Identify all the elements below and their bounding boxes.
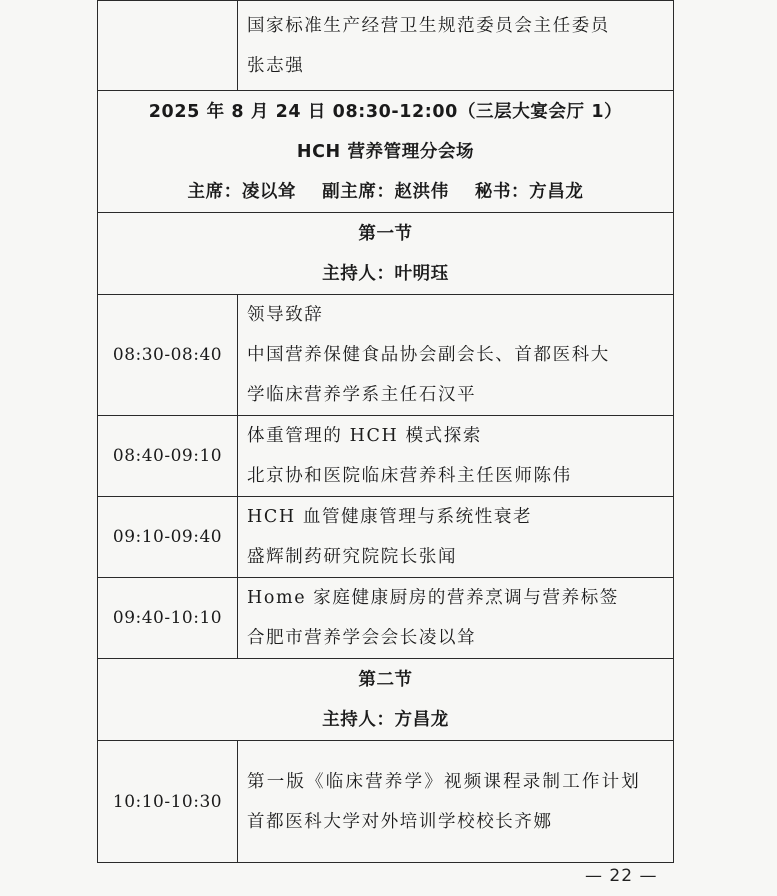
schedule-table bbox=[97, 0, 674, 863]
speaker-title: 国家标准生产经营卫生规范委员会主任委员 bbox=[247, 15, 610, 36]
time-cell: 08:40-09:10 bbox=[98, 416, 238, 497]
talk-title: 领导致辞 bbox=[247, 305, 324, 325]
speaker-line: 合肥市营养学会会长凌以耸 bbox=[247, 628, 477, 648]
section-header bbox=[98, 213, 674, 295]
page-number: — 22 — bbox=[585, 866, 658, 886]
talk-title: 体重管理的 HCH 模式探索 bbox=[247, 426, 482, 446]
section-host: 主持人：方昌龙 bbox=[322, 709, 449, 730]
table-row bbox=[98, 1, 674, 91]
content-cell bbox=[238, 578, 674, 659]
session-header-row bbox=[98, 91, 674, 213]
content-cell bbox=[238, 497, 674, 578]
content-cell bbox=[238, 295, 674, 416]
section-header-row bbox=[98, 213, 674, 295]
section-host: 主持人：叶明珏 bbox=[322, 263, 449, 284]
time-cell: 09:40-10:10 bbox=[98, 578, 238, 659]
speaker-line: 盛辉制药研究院院长张闻 bbox=[247, 547, 458, 567]
section-title: 第一节 bbox=[358, 223, 413, 244]
table-row bbox=[98, 295, 674, 416]
talk-title: 第一版《临床营养学》视频课程录制工作计划 bbox=[247, 771, 641, 792]
talk-title: HCH 血管健康管理与系统性衰老 bbox=[247, 507, 533, 527]
session-vice-chair: 副主席：赵洪伟 bbox=[322, 181, 449, 202]
speaker-line: 学临床营养学系主任石汉平 bbox=[247, 385, 477, 405]
time-cell: 08:30-08:40 bbox=[98, 295, 238, 416]
section-header-row bbox=[98, 659, 674, 741]
speaker-line: 北京协和医院临床营养科主任医师陈伟 bbox=[247, 466, 572, 486]
table-row bbox=[98, 741, 674, 863]
schedule-sheet bbox=[97, 0, 673, 863]
content-cell bbox=[238, 741, 674, 863]
session-officers bbox=[98, 172, 673, 212]
time-cell-empty bbox=[98, 1, 238, 91]
content-cell bbox=[238, 1, 674, 91]
section-header bbox=[98, 659, 674, 741]
section-title: 第二节 bbox=[358, 669, 413, 690]
session-datetime: 2025 年 8 月 24 日 08:30-12:00（三层大宴会厅 1） bbox=[148, 101, 623, 122]
talk-title: Home 家庭健康厨房的营养烹调与营养标签 bbox=[247, 588, 619, 608]
session-chair: 主席：凌以耸 bbox=[187, 181, 297, 202]
table-row bbox=[98, 416, 674, 497]
time-cell: 10:10-10:30 bbox=[98, 741, 238, 863]
session-header bbox=[98, 91, 674, 213]
time-cell: 09:10-09:40 bbox=[98, 497, 238, 578]
speaker-line: 中国营养保健食品协会副会长、首都医科大 bbox=[247, 345, 610, 365]
session-title: HCH 营养管理分会场 bbox=[296, 141, 475, 162]
speaker-line: 首都医科大学对外培训学校校长齐娜 bbox=[247, 811, 553, 832]
table-row bbox=[98, 578, 674, 659]
speaker-name: 张志强 bbox=[247, 55, 305, 76]
content-cell bbox=[238, 416, 674, 497]
session-secretary: 秘书：方昌龙 bbox=[474, 181, 584, 202]
table-row bbox=[98, 497, 674, 578]
